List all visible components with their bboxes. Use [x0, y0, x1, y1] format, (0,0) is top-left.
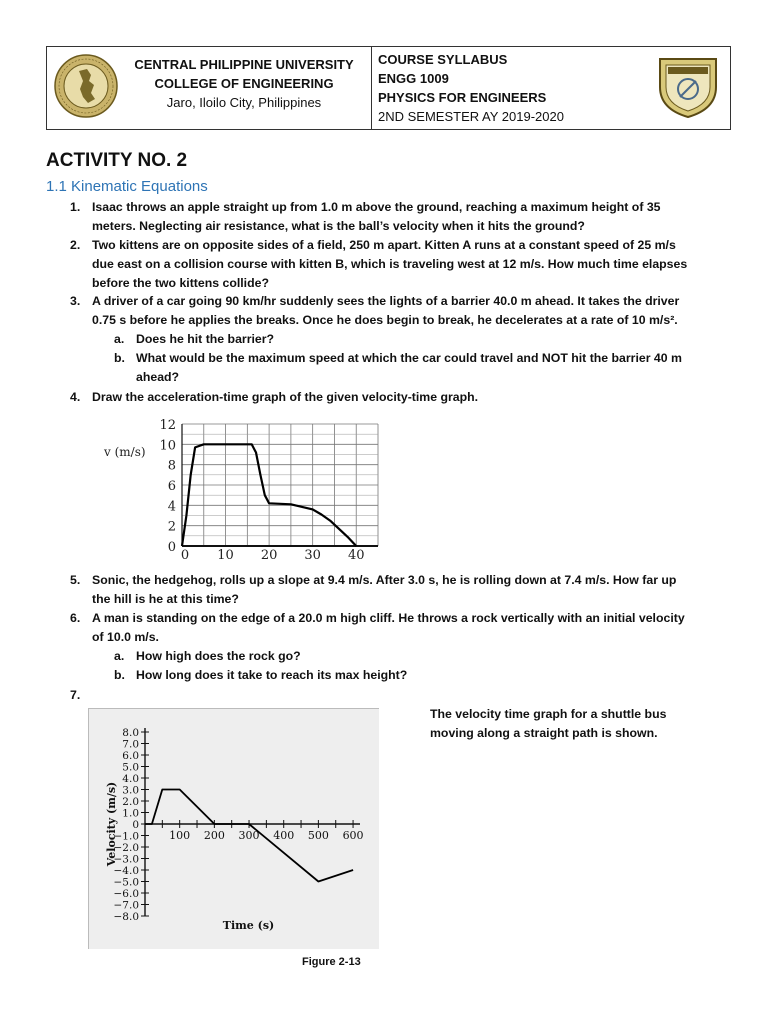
q7-description: [430, 705, 700, 743]
sub-line: How long does it take to reach its max height?: [136, 668, 408, 682]
course-name: PHYSICS FOR ENGINEERS: [378, 90, 547, 105]
x-tick-label: 30: [304, 548, 321, 563]
y-tick-label: −1.0: [113, 830, 139, 843]
x-tick-label: 0: [180, 548, 190, 563]
doc-type: COURSE SYLLABUS: [378, 52, 508, 67]
question-number: 7.: [70, 688, 81, 702]
y-tick-label: 4.0: [122, 773, 139, 785]
x-tick-label: 200: [203, 829, 225, 842]
description-line: The velocity time graph for a shuttle bus: [430, 707, 667, 721]
question-line: A man is standing on the edge of a 20.0 m high cliff. He throws a rock vertically with an initial velocity: [92, 611, 685, 625]
question-line: due east on a collision course with kitten B, which is traveling west at 12 m/s. How much time elapses: [92, 257, 688, 271]
y-tick-label: 6.0: [122, 750, 139, 762]
y-tick-label: 2: [167, 519, 176, 535]
question-line: of 10.0 m/s.: [92, 630, 159, 644]
sub-line: Does he hit the barrier?: [136, 332, 275, 346]
figure-caption: Figure 2-13: [302, 956, 361, 968]
sub-label: a.: [114, 332, 125, 346]
term: 2ND SEMESTER AY 2019-2020: [378, 109, 564, 124]
y-tick-label: 6: [167, 479, 176, 494]
x-tick-label: 600: [342, 829, 364, 842]
y-tick-label: −3.0: [113, 853, 139, 866]
sub-line: What would be the maximum speed at which the car could travel and NOT hit the barrier 40 m: [136, 351, 682, 365]
y-axis-label: Velocity (m/s): [105, 781, 118, 867]
velocity-time-graph: [96, 414, 386, 564]
question-line: meters. Neglecting air resistance, what is the ball’s velocity when it hits the ground?: [92, 219, 585, 233]
question-line: 0.75 s before he applies the breaks. Once he does begin to break, he decelerates at a rate of 10 m/s².: [92, 313, 678, 327]
x-tick-label: 40: [347, 548, 365, 563]
y-tick-label: 8.0: [122, 727, 139, 739]
university-text: [119, 55, 369, 112]
y-axis-label: v (m/s): [104, 445, 146, 459]
question-line: Sonic, the hedgehog, rolls up a slope at 9.4 m/s. After 3.0 s, he is rolling down at 7.4 m/s. How far up: [92, 573, 677, 587]
course-code: ENGG 1009: [378, 71, 449, 86]
x-axis-label: Time (s): [222, 919, 275, 932]
y-tick-label: 5.0: [122, 761, 139, 774]
sub-label: b.: [114, 351, 125, 365]
question-line: Isaac throws an apple straight up from 1.0 m above the ground, reaching a maximum height of 35: [92, 200, 661, 214]
shuttle-bus-graph: [88, 708, 378, 970]
question-number: 3.: [70, 294, 81, 308]
sub-label: a.: [114, 649, 125, 663]
question-number: 4.: [70, 390, 81, 404]
y-tick-label: 12: [159, 418, 176, 433]
university-seal-icon: [53, 53, 119, 119]
x-tick-label: 500: [307, 829, 329, 842]
sub-line: How high does the rock go?: [136, 649, 301, 663]
y-tick-label: −5.0: [113, 876, 139, 889]
y-tick-label: 4: [167, 499, 176, 515]
university-location: Jaro, Iloilo City, Philippines: [166, 95, 322, 110]
question-number: 2.: [70, 238, 81, 252]
y-tick-label: 3.0: [122, 784, 139, 797]
question-number: 5.: [70, 573, 81, 587]
section-title: 1.1 Kinematic Equations: [46, 178, 208, 195]
engineering-shield-icon: [654, 53, 722, 121]
y-tick-label: 7.0: [122, 738, 139, 751]
y-tick-label: 2.0: [122, 796, 139, 808]
x-tick-label: 20: [260, 548, 278, 563]
question-line: Draw the acceleration-time graph of the given velocity-time graph.: [92, 390, 479, 404]
description-line: moving along a straight path is shown.: [430, 726, 658, 740]
y-tick-label: 0: [132, 819, 139, 831]
college-name: COLLEGE OF ENGINEERING: [154, 76, 334, 91]
question-line: Two kittens are on opposite sides of a field, 250 m apart. Kitten A runs at a constant speed of 25 m/s: [92, 238, 676, 252]
question-number: 6.: [70, 611, 81, 625]
y-tick-label: −7.0: [113, 899, 139, 912]
y-tick-label: 10: [159, 438, 176, 454]
question-line: the hill is he at this time?: [92, 592, 239, 606]
y-tick-label: −2.0: [113, 842, 139, 854]
question-number: 1.: [70, 200, 81, 214]
x-tick-label: 10: [217, 548, 234, 563]
course-text: [378, 50, 564, 126]
y-tick-label: 0: [167, 540, 176, 555]
sub-label: b.: [114, 668, 125, 682]
university-name: CENTRAL PHILIPPINE UNIVERSITY: [134, 57, 354, 72]
sub-line: ahead?: [136, 370, 180, 384]
y-tick-label: 8: [167, 458, 176, 474]
activity-title: ACTIVITY NO. 2: [46, 150, 188, 171]
question-line: before the two kittens collide?: [92, 276, 269, 290]
question-line: A driver of a car going 90 km/hr suddenly sees the lights of a barrier 40.0 m ahead. It takes the driver: [92, 294, 680, 308]
y-tick-label: −6.0: [113, 888, 139, 900]
course-block: [372, 47, 730, 129]
x-tick-label: 300: [238, 829, 260, 842]
y-tick-label: 1.0: [122, 807, 139, 820]
document-header: [46, 46, 731, 130]
university-block: [47, 47, 372, 129]
y-tick-label: −8.0: [113, 911, 139, 923]
y-tick-label: −4.0: [113, 865, 139, 877]
x-tick-label: 100: [169, 829, 191, 842]
x-tick-label: 400: [273, 829, 295, 842]
